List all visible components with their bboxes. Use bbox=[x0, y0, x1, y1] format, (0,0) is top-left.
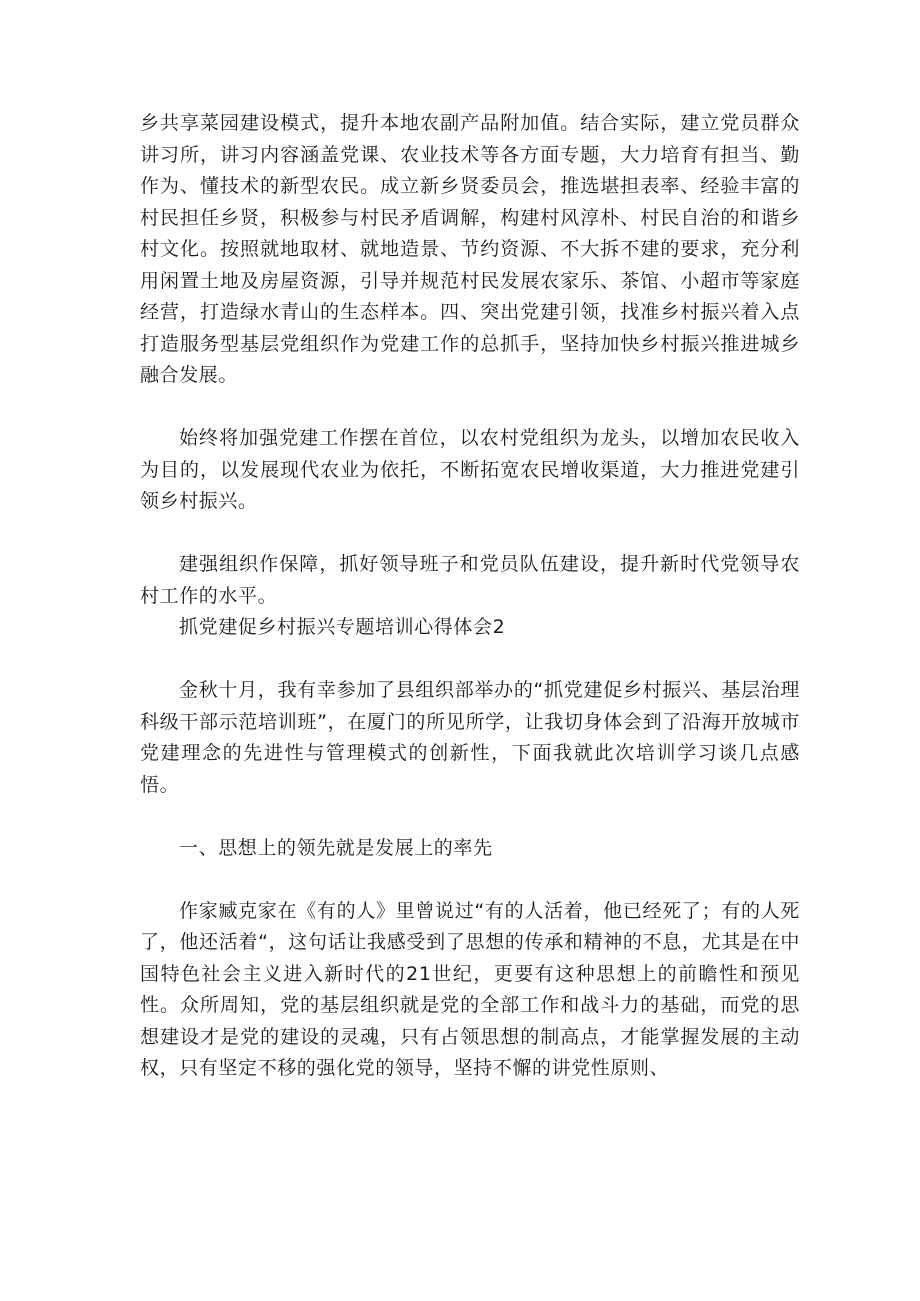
section-title: 抓党建促乡村振兴专题培训心得体会2 bbox=[179, 616, 506, 638]
paragraph-thought-building: 作家臧克家在《有的人》里曾说过“有的人活着，他已经死了；有的人死了，他还活着“，这句话让我感受到了思想的传承和精神的不息，尤其是在中国特色社会主义进入新时代的21世纪，更要有这种思想上的前瞻性和预见性。众所周知，党的基层组织就是党的全部工作和战斗力的基础，而党的思想建设才是党的建设的灵魂，只有占领思想的制高点，才能掌握发展的主动权，只有坚定不移的强化党的领导，坚持不懈的讲党性原则、 bbox=[140, 899, 800, 1079]
paragraph-rural-development: 乡共享菜园建设模式，提升本地农副产品附加值。结合实际，建立党员群众讲习所，讲习内容涵盖党课、农业技术等各方面专题，大力培育有担当、勤作为、懂技术的新型农民。成立新乡贤委员会，推选堪担表率、经验丰富的村民担任乡贤，积极参与村民矛盾调解，构建村风淳朴、村民自治的和谐乡村文化。按照就地取材、就地造景、节约资源、不大拆不建的要求，充分利用闲置土地及房屋资源，引导并规范村民发展农家乐、茶馆、小超市等家庭经营，打造绿水青山的生态样本。四、突出党建引领，找准乡村振兴着入点打造服务型基层党组织作为党建工作的总抓手，坚持加快乡村振兴推进城乡融合发展。 bbox=[140, 112, 800, 386]
paragraph-organization-guarantee: 建强组织作保障，抓好领导班子和党员队伍建设，提升新时代党领导农村工作的水平。 bbox=[140, 553, 800, 607]
paragraph-training-intro: 金秋十月，我有幸参加了县组织部举办的“抓党建促乡村振兴、基层治理科级干部示范培训班”，在厦门的所见所学，让我切身体会到了沿海开放城市党建理念的先进性与管理模式的创新性，下面我就此次培训学习谈几点感悟。 bbox=[140, 679, 800, 796]
document-page bbox=[140, 108, 800, 1085]
subheading-thought-leadership: 一、思想上的领先就是发展上的率先 bbox=[179, 836, 493, 859]
paragraph-party-building-priority: 始终将加强党建工作摆在首位，以农村党组织为龙头，以增加农民收入为目的，以发展现代农业为依托，不断拓宽农民增收渠道，大力推进党建引领乡村振兴。 bbox=[140, 427, 800, 512]
